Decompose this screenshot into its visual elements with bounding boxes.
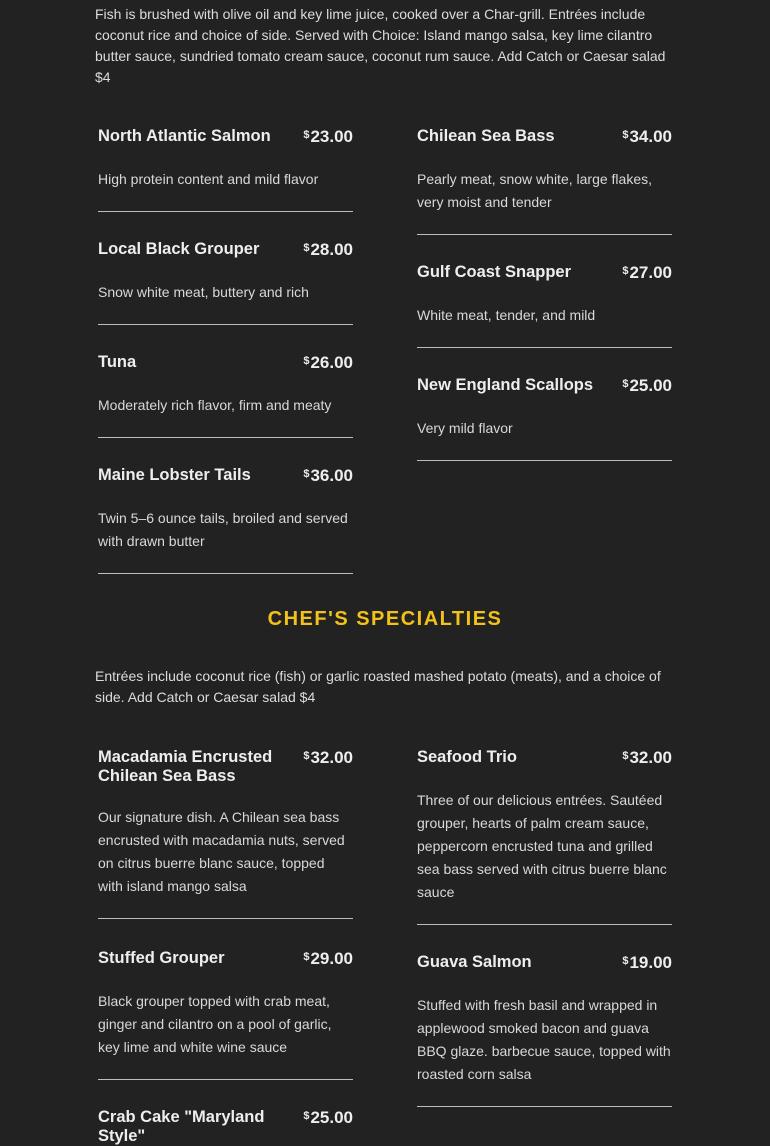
item-price: $32.00 — [622, 748, 672, 767]
item-divider — [417, 234, 672, 235]
item-name: Guava Salmon — [417, 953, 532, 971]
item-divider — [98, 573, 353, 574]
item-divider — [417, 347, 672, 348]
item-price: $25.00 — [303, 1108, 353, 1127]
item-divider — [98, 324, 353, 325]
menu-item — [417, 748, 672, 925]
item-description: Black grouper topped with crab meat, ginger and cilantro on a pool of garlic, key lime and white wine sauce — [98, 993, 332, 1055]
item-name: Gulf Coast Snapper — [417, 263, 572, 281]
item-divider — [417, 924, 672, 925]
item-divider — [98, 437, 353, 438]
item-price: $19.00 — [622, 953, 672, 972]
item-name: Stuffed Grouper — [98, 949, 225, 967]
menu-item — [98, 949, 353, 1080]
fish-intro-text: Fish is brushed with olive oil and key lime juice, cooked over a Char-grill. Entrées include coconut rice and choice of side. Served with Choice: Island mango salsa, key lime cilantro butter sauce, sundried tomato cream sauce, coconut rum sauce. Add Catch or Caesar salad $4 — [95, 6, 666, 85]
item-name: Crab Cake "Maryland Style" — [98, 1108, 265, 1145]
menu-item — [98, 748, 353, 919]
menu-item — [417, 376, 672, 461]
item-description: Our signature dish. A Chilean sea bass encrusted with macadamia nuts, served on citrus buerre blanc sauce, topped with island mango salsa — [98, 809, 345, 894]
item-description: Snow white meat, buttery and rich — [98, 284, 309, 300]
item-name: Chilean Sea Bass — [417, 127, 555, 145]
specialties-intro-text: Entrées include coconut rice (fish) or garlic roasted mashed potato (meats), and a choice of side. Add Catch or Caesar salad $4 — [95, 668, 661, 705]
item-divider — [417, 1106, 672, 1107]
item-description: Moderately rich flavor, firm and meaty — [98, 397, 332, 413]
item-divider — [98, 1079, 353, 1080]
menu-item — [98, 1108, 353, 1146]
item-description: Three of our delicious entrées. Sautéed grouper, hearts of palm cream sauce, peppercorn encrusted tuna and grilled sea bass served with citrus buerre blanc sauce — [417, 792, 667, 900]
item-description: White meat, tender, and mild — [417, 307, 596, 323]
item-description: Twin 5–6 ounce tails, broiled and served with drawn butter — [98, 510, 348, 549]
item-price: $32.00 — [303, 748, 353, 767]
item-price: $23.00 — [303, 127, 353, 146]
item-description: Pearly meat, snow white, large flakes, very moist and tender — [417, 171, 652, 210]
item-name: Maine Lobster Tails — [98, 466, 251, 484]
menu-item — [98, 127, 353, 212]
item-price: $29.00 — [303, 949, 353, 968]
item-name: Tuna — [98, 353, 137, 371]
menu-item — [417, 127, 672, 235]
menu-item — [417, 953, 672, 1107]
item-name: Seafood Trio — [417, 748, 517, 766]
item-divider — [417, 460, 672, 461]
item-description: Very mild flavor — [417, 420, 513, 436]
item-name: North Atlantic Salmon — [98, 127, 271, 145]
item-price: $26.00 — [303, 353, 353, 372]
item-price: $25.00 — [622, 376, 672, 395]
item-price: $34.00 — [622, 127, 672, 146]
item-name: Macadamia Encrusted Chilean Sea Bass — [98, 748, 273, 785]
menu-item — [98, 353, 353, 438]
item-name: New England Scallops — [417, 376, 594, 394]
menu-item — [98, 240, 353, 325]
item-price: $28.00 — [303, 240, 353, 259]
menu-item — [98, 466, 353, 574]
item-price: $36.00 — [303, 466, 353, 485]
menu-item — [417, 263, 672, 348]
item-name: Local Black Grouper — [98, 240, 260, 258]
item-price: $27.00 — [622, 263, 672, 282]
item-divider — [98, 918, 353, 919]
section-title: CHEF'S SPECIALTIES — [267, 608, 503, 630]
item-description: High protein content and mild flavor — [98, 171, 319, 187]
item-description: Stuffed with fresh basil and wrapped in applewood smoked bacon and guava BBQ glaze. barbecue sauce, topped with roasted corn salsa — [417, 997, 671, 1082]
item-divider — [98, 211, 353, 212]
